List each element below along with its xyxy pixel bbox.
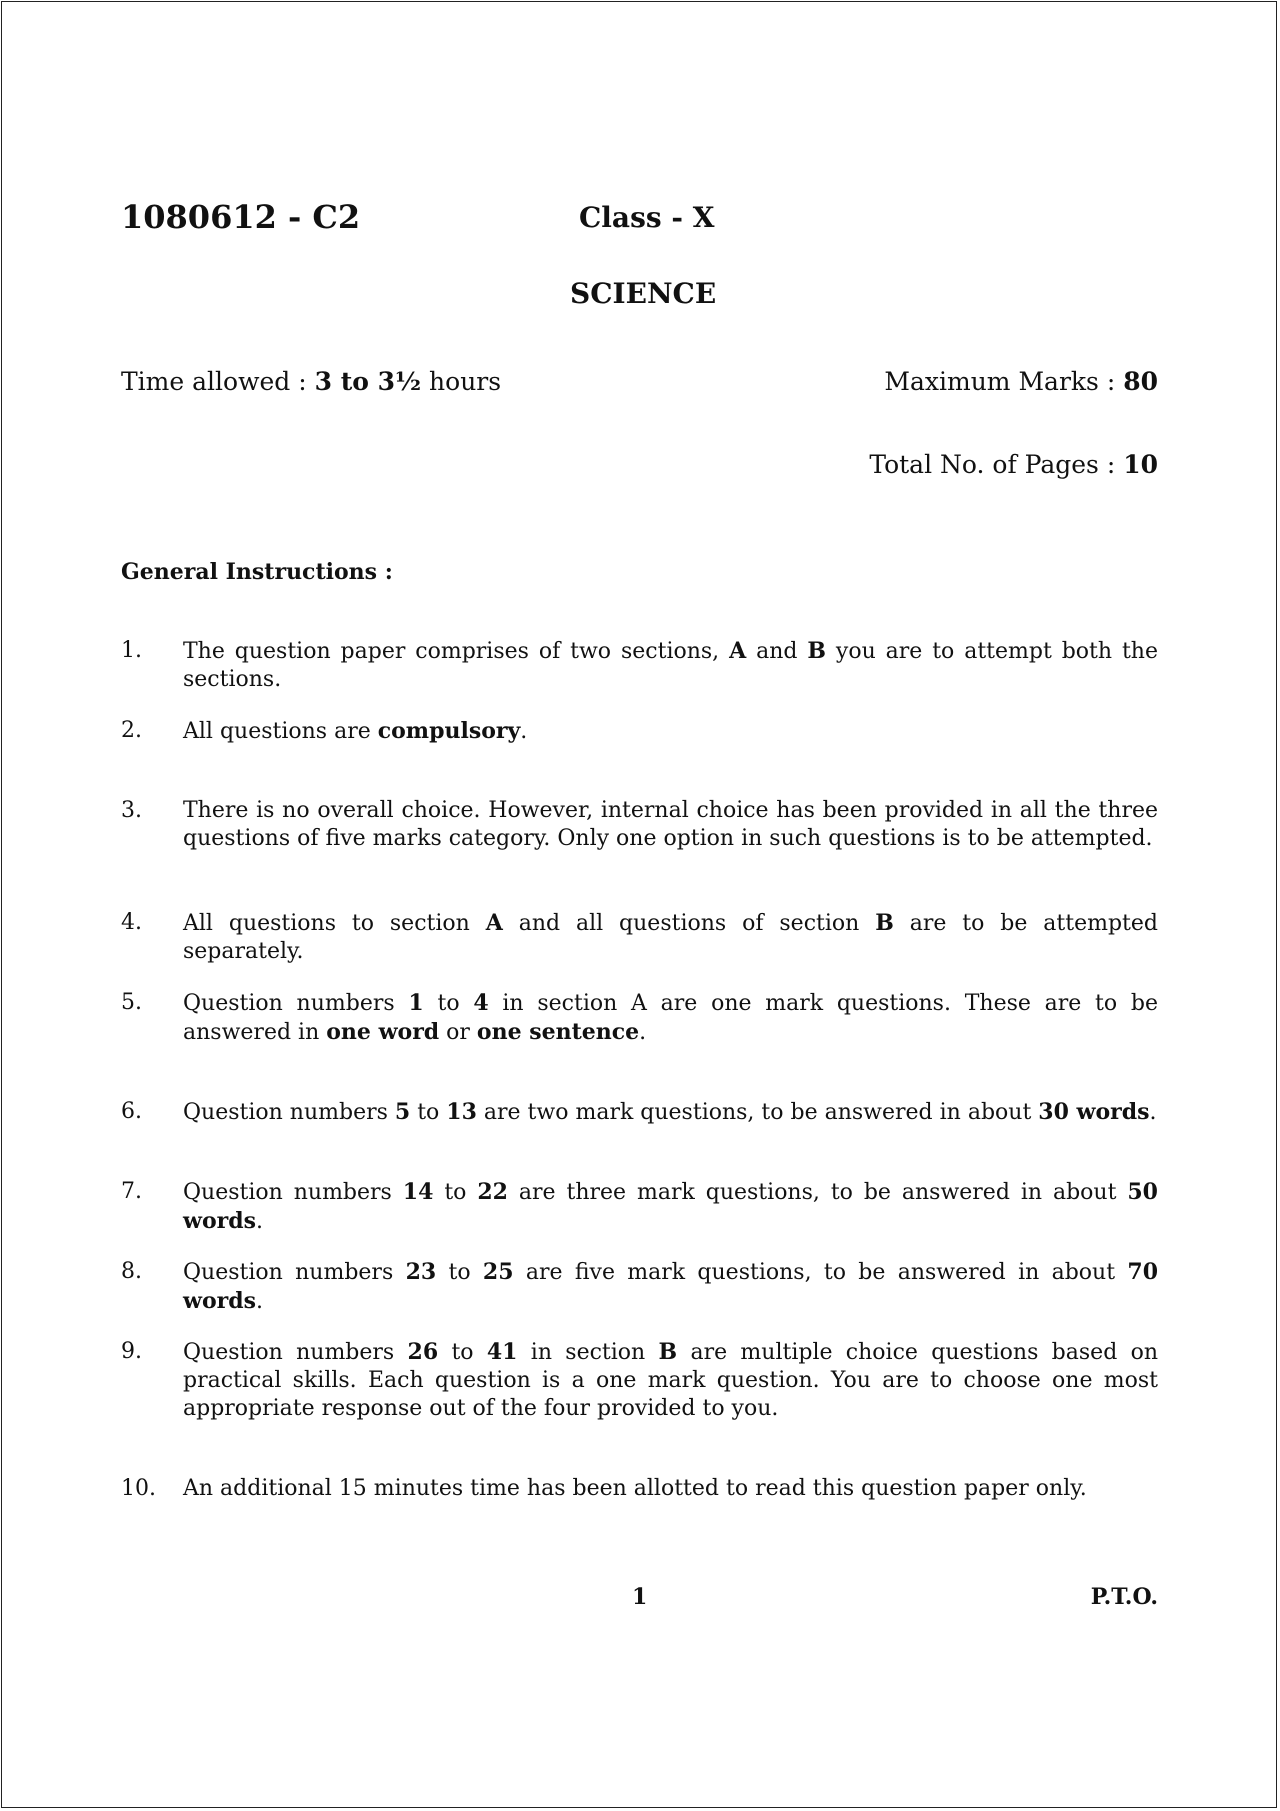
instruction-text-run: All questions are: [183, 719, 378, 744]
instruction-text-run: are three mark questions, to be answered in about: [507, 1180, 1128, 1205]
instruction-text: [183, 1178, 1158, 1236]
instruction-text-bold: 23: [405, 1259, 437, 1285]
instruction-text-bold: 30 words: [1038, 1099, 1150, 1125]
instruction-text-bold: 5: [394, 1099, 411, 1125]
instruction-text-bold: 22: [477, 1179, 508, 1205]
instruction-item: [121, 1258, 1158, 1316]
instruction-text-run: and all questions of section: [502, 911, 876, 936]
instruction-item: [121, 909, 1158, 966]
instruction-text: [183, 1475, 1158, 1503]
instruction-text-bold: one sentence: [476, 1019, 640, 1045]
instruction-number: 6.: [121, 1099, 142, 1124]
instruction-text-run: .: [520, 719, 528, 744]
instruction-text-bold: 41: [486, 1339, 518, 1365]
class-label: Class - X: [579, 201, 715, 234]
instruction-text-run: to: [423, 991, 474, 1016]
instruction-item: [121, 797, 1158, 853]
instruction-text-run: .: [1149, 1100, 1157, 1125]
instruction-text-run: to: [436, 1260, 483, 1285]
instruction-text-run: The question paper comprises of two sections,: [183, 639, 730, 664]
marks-label: Maximum Marks :: [884, 367, 1124, 396]
instruction-number: 2.: [121, 718, 142, 743]
instruction-text-run: Question numbers: [183, 1180, 403, 1205]
instruction-text: [183, 717, 1158, 746]
instruction-text-bold: B: [658, 1339, 678, 1365]
instruction-text-run: to: [433, 1180, 478, 1205]
instruction-text-bold: 26: [407, 1339, 439, 1365]
instruction-text: [183, 797, 1158, 853]
instruction-text-run: are multiple choice questions based on practical skills. Each question is a one mark question. You are to choose one most appropriate response out of the four provided to you.: [183, 1340, 1158, 1421]
instruction-text-run: and: [746, 639, 808, 664]
page-border: [1, 1, 1277, 1808]
instruction-text: [183, 1098, 1158, 1127]
instruction-text: [183, 1258, 1158, 1316]
instruction-item: [121, 1178, 1158, 1236]
pages-label: Total No. of Pages :: [869, 450, 1124, 479]
instruction-text-bold: one word: [326, 1019, 440, 1045]
instruction-item: [121, 1098, 1158, 1127]
instruction-text-bold: 1: [408, 990, 424, 1016]
instruction-text-run: to: [438, 1340, 487, 1365]
instruction-text-run: Question numbers: [183, 1340, 408, 1365]
time-allowed: [121, 367, 501, 396]
instruction-text-run: There is no overall choice. However, internal choice has been provided in all the three questions of five marks category. Only one option in such questions is to be attempted.: [183, 798, 1158, 851]
instruction-text-bold: 4: [473, 990, 489, 1016]
instruction-number: 3.: [121, 798, 142, 823]
subject-title: SCIENCE: [570, 277, 717, 310]
instruction-number: 4.: [121, 910, 142, 935]
instruction-text-run: are five mark questions, to be answered in about: [513, 1260, 1128, 1285]
instruction-item: [121, 1338, 1158, 1423]
instruction-text-bold: 70 words: [183, 1259, 1159, 1314]
instruction-text-run: .: [255, 1209, 263, 1234]
instruction-number: 9.: [121, 1339, 142, 1364]
instruction-text-bold: 13: [446, 1099, 477, 1125]
time-suffix: hours: [421, 367, 502, 396]
instruction-text-run: An additional 15 minutes time has been allotted to read this question paper only.: [183, 1476, 1087, 1501]
total-pages: [869, 450, 1158, 479]
time-value: 3 to 3½: [314, 367, 422, 396]
instruction-text-run: .: [639, 1020, 647, 1045]
instruction-text-run: are two mark questions, to be answered in about: [476, 1100, 1039, 1125]
instruction-number: 1.: [121, 638, 142, 663]
instruction-item: [121, 717, 1158, 746]
pto-label: P.T.O.: [1090, 1584, 1158, 1610]
instruction-text-bold: compulsory: [377, 718, 521, 744]
instruction-text: [183, 637, 1158, 694]
instruction-text-bold: A: [729, 638, 747, 664]
instruction-text-run: or: [439, 1020, 477, 1045]
instruction-number: 10.: [121, 1476, 156, 1501]
instruction-item: [121, 1475, 1158, 1503]
page-number: 1: [632, 1584, 648, 1610]
instruction-text-bold: 14: [402, 1179, 434, 1205]
time-label: Time allowed :: [121, 367, 315, 396]
instruction-item: [121, 637, 1158, 694]
instruction-item: [121, 989, 1158, 1047]
instruction-text-run: in section: [517, 1340, 659, 1365]
instruction-text-bold: B: [875, 910, 894, 936]
general-instructions-heading: General Instructions :: [121, 559, 393, 585]
instruction-text-run: All questions to section: [183, 911, 486, 936]
instruction-text: [183, 1338, 1158, 1423]
instruction-text-run: in section A are one mark questions. These are to be answered in: [183, 991, 1158, 1045]
instruction-text-bold: 50 words: [183, 1179, 1158, 1234]
instruction-text-bold: B: [807, 638, 826, 664]
instruction-text-run: are to be attempted separately.: [183, 911, 1158, 964]
instruction-text-run: you are to attempt both the sections.: [183, 639, 1159, 692]
instruction-number: 8.: [121, 1259, 142, 1284]
instruction-text-run: Question numbers: [183, 1100, 395, 1125]
instruction-number: 5.: [121, 990, 142, 1015]
instruction-text-run: Question numbers: [183, 1260, 406, 1285]
instruction-text-run: Question numbers: [183, 991, 409, 1016]
marks-value: 80: [1123, 367, 1158, 396]
instruction-text-run: to: [410, 1100, 447, 1125]
instruction-text-bold: 25: [482, 1259, 514, 1285]
instruction-text: [183, 989, 1158, 1047]
instruction-text-bold: A: [485, 910, 503, 936]
instruction-text: [183, 909, 1158, 966]
instruction-text-run: .: [255, 1289, 263, 1314]
instruction-number: 7.: [121, 1179, 142, 1204]
maximum-marks: [884, 367, 1158, 396]
paper-code: 1080612 - C2: [121, 198, 361, 236]
pages-value: 10: [1123, 450, 1158, 479]
